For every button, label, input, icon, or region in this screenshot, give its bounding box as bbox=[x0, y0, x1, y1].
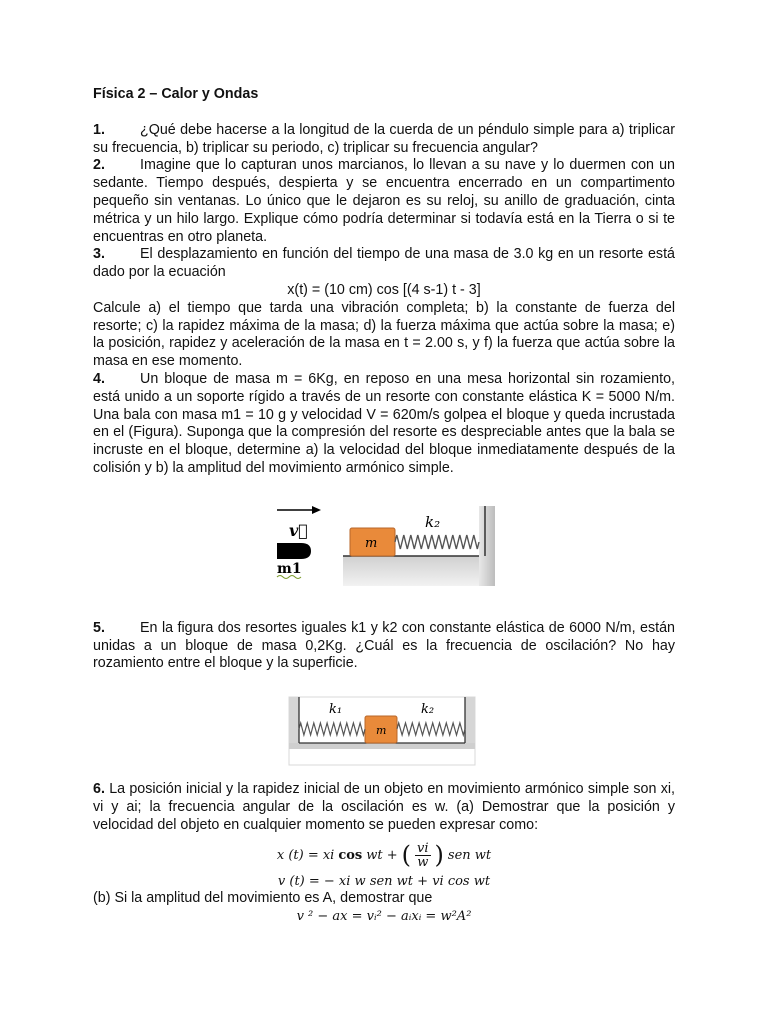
floor bbox=[289, 743, 475, 749]
wall bbox=[479, 506, 495, 586]
question-number: 3. bbox=[93, 246, 105, 263]
question-text: La posición inicial y la rapidez inicial de un objeto en movimiento armónico simple son xi, vi y ai; la frecuencia angular de la oscilación es w. (a) Demostrar que la posición y velocidad del objeto en cualquier momento se pueden expresar como: bbox=[93, 781, 675, 833]
figure-1-svg bbox=[93, 492, 675, 612]
question-text: Imagine que lo capturan unos marcianos, lo llevan a su nave y lo duermen con un sedante. Tiempo después, despierta y se encuentra encerrado en un compartimento pequeño sin ventanas. Lo único que le dejaron es su reloj, su anillo de graduación, cinta métrica y un hilo largo. Explique cómo podría determinar si todavía está en la Tierra o si te encuentras en otro planeta. bbox=[93, 157, 675, 245]
question-text: ¿Qué debe hacerse a la longitud de la cuerda de un péndulo simple para a) triplicar su frecuencia, b) triplicar su periodo, c) triplicar su frecuencia angular? bbox=[93, 121, 675, 156]
spring1-label: k₁ bbox=[329, 702, 343, 718]
bullet-label: m1 bbox=[277, 560, 302, 577]
close-paren: ) bbox=[434, 840, 444, 869]
equation-x-t: x(t) = (10 cm) cos [(4 s-1) t - 3] bbox=[287, 281, 481, 298]
question-number: 5. bbox=[93, 619, 105, 636]
bullet-icon bbox=[277, 543, 311, 559]
eq1-left: x (t) = xi bbox=[276, 847, 335, 863]
eq1-right: sen wt bbox=[447, 847, 492, 863]
spring-label: k₂ bbox=[425, 512, 441, 531]
block-label: m bbox=[376, 724, 387, 738]
fraction bbox=[415, 842, 431, 869]
equation-position bbox=[93, 841, 675, 871]
question-number: 1. bbox=[93, 121, 105, 138]
open-paren: ( bbox=[401, 840, 412, 869]
page-title: Física 2 – Calor y Ondas bbox=[93, 86, 259, 102]
question-1 bbox=[93, 122, 675, 158]
question-5 bbox=[93, 620, 675, 673]
question-text: El desplazamiento en función del tiempo de una masa de 3.0 kg en un resorte está dado por la ecuación bbox=[93, 246, 675, 281]
right-wall bbox=[465, 697, 475, 749]
question-3 bbox=[93, 246, 675, 282]
question-3-continued: Calcule a) el tiempo que tarda una vibración completa; b) la constante de fuerza del resorte; c) la rapidez máxima de la masa; d) la fuerza máxima que actúa sobre la masa; e) la posición, rapidez y aceleración de la masa en t = 2.00 s, y f) la fuerza que actúa sobre la masa en ese momento. bbox=[93, 299, 675, 370]
document-page bbox=[93, 86, 675, 926]
fraction-numerator: vi bbox=[417, 841, 429, 857]
floor bbox=[343, 556, 491, 586]
question-4 bbox=[93, 371, 675, 478]
velocity-label: v⃗ bbox=[289, 520, 308, 540]
figure-bullet-block bbox=[93, 492, 675, 620]
left-wall bbox=[289, 697, 299, 749]
spring-k2 bbox=[395, 535, 479, 549]
equation-velocity: v (t) = − xi w sen wt + vi cos wt bbox=[277, 873, 491, 889]
question-6 bbox=[93, 781, 675, 834]
question-text: Un bloque de masa m = 6Kg, en reposo en una mesa horizontal sin rozamiento, está unido a un soporte rígido a través de un resorte con constante elástica K = 5000 N/m. Una bala con masa m1 = 10 g y velocidad V = 620m/s golpea el bloque y queda incrustada en el (Figura). Suponga que la compresión del resorte es despreciable antes que la bala se incruste en el bloque, determine a) la velocidad del bloque inmediatamente después de la colisión y b) la amplitud del movimiento armónico simple. bbox=[93, 370, 675, 476]
figure-2-svg bbox=[93, 683, 675, 777]
eq1-mid: wt + bbox=[366, 847, 398, 863]
question-number: 4. bbox=[93, 370, 105, 387]
eq1-cos: cos bbox=[338, 847, 363, 863]
figure-two-springs bbox=[93, 683, 675, 781]
block-label: m bbox=[365, 535, 378, 551]
equation-amplitude: v ² − ax = vᵢ² − aᵢxᵢ = w²A² bbox=[296, 909, 472, 925]
velocity-arrowhead bbox=[312, 506, 321, 514]
fraction-denominator: w bbox=[417, 855, 429, 871]
spring2-label: k₂ bbox=[421, 702, 435, 718]
question-6b: (b) Si la amplitud del movimiento es A, demostrar que bbox=[93, 890, 433, 907]
question-2 bbox=[93, 157, 675, 246]
question-text: En la figura dos resortes iguales k1 y k2 con constante elástica de 6000 N/m, están unidas a un bloque de masa 0,2Kg. ¿Cuál es la frecuencia de oscilación? No hay rozamiento entre el bloque y la superficie. bbox=[93, 619, 675, 672]
question-number: 6. bbox=[93, 781, 105, 798]
question-number: 2. bbox=[93, 157, 105, 174]
